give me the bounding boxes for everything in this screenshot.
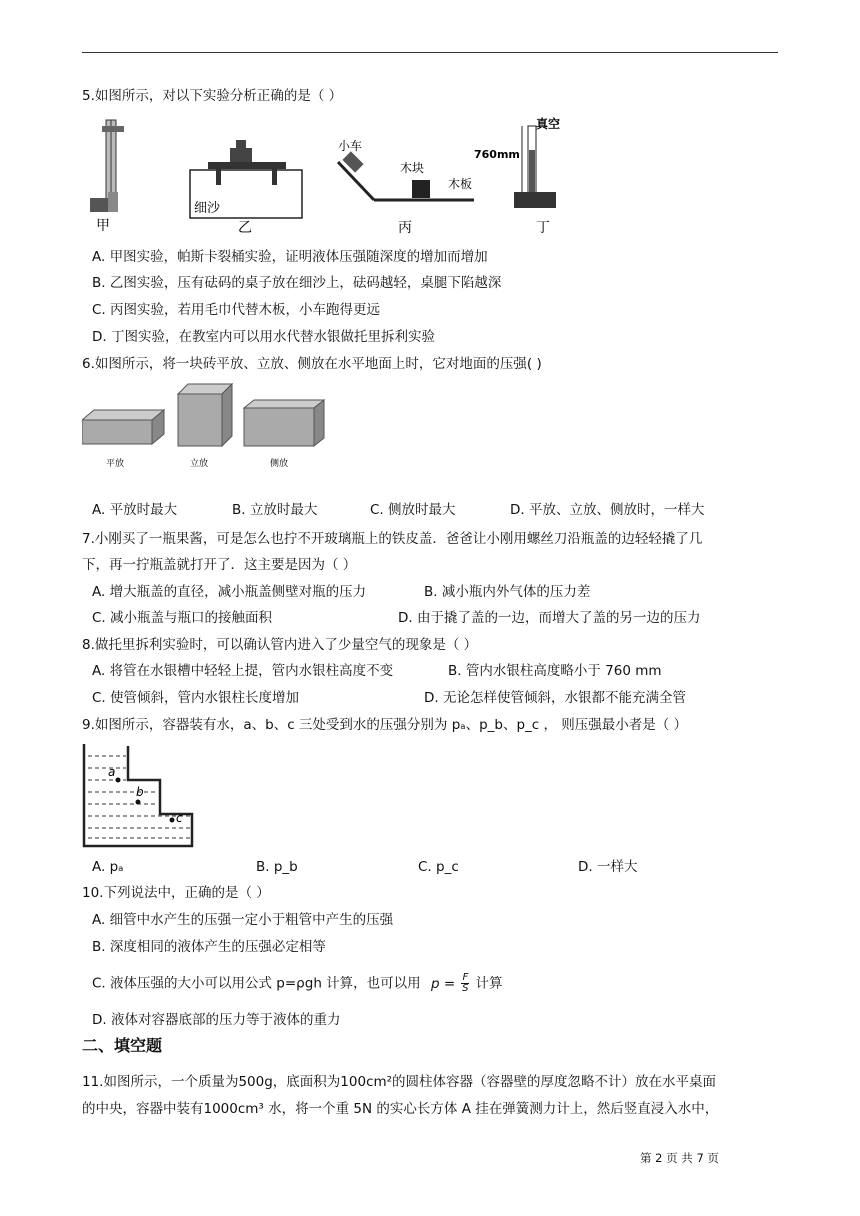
svg-text:甲: 甲 (96, 218, 110, 234)
q5-figure (82, 112, 582, 240)
brick-flat (82, 410, 164, 469)
page-footer: 第 2 页 共 7 页 (640, 1151, 719, 1165)
q6-option-c[interactable]: C. 侧放时最大 (370, 502, 456, 518)
svg-text:木板: 木板 (448, 177, 473, 191)
svg-text:立放: 立放 (190, 459, 209, 469)
formula-fraction (461, 973, 469, 994)
q5-option-b[interactable]: B. 乙图实验，压有砝码的桌子放在细沙上，砝码越轻，桌腿下陷越深 (92, 275, 502, 291)
q5-fig-jia (90, 120, 124, 234)
q7-stem-line2: 下，再一拧瓶盖就打开了．这主要是因为（ ） (82, 557, 357, 573)
formula-tail: 计算 (475, 975, 503, 992)
section-heading: 二、填空题 (82, 1036, 163, 1055)
q9-option-b[interactable]: B. p_b (256, 859, 298, 875)
svg-text:a: a (108, 765, 116, 779)
q9-option-c[interactable]: C. p_c (418, 859, 459, 875)
q10-option-b[interactable]: B. 深度相同的液体产生的压强必定相等 (92, 939, 326, 955)
formula-lhs: p = (430, 975, 456, 992)
q5-option-c[interactable]: C. 丙图实验，若用毛巾代替木板，小车跑得更远 (92, 302, 381, 318)
q5-option-d[interactable]: D. 丁图实验，在教室内可以用水代替水银做托里拆利实验 (92, 329, 435, 345)
svg-text:小车: 小车 (338, 139, 363, 153)
q8-option-b[interactable]: B. 管内水银柱高度略小于 760 mm (448, 663, 662, 679)
q6-figure (82, 380, 332, 472)
svg-text:b: b (136, 785, 144, 799)
q7-option-c[interactable]: C. 减小瓶盖与瓶口的接触面积 (92, 610, 273, 626)
svg-text:丁: 丁 (536, 220, 550, 236)
q11-line2: 的中央，容器中装有1000cm³ 水，将一个重 5N 的实心长方体 A 挂在弹簧测力计上，然后竖直浸入水中， (82, 1101, 719, 1117)
svg-text:丙: 丙 (398, 220, 412, 236)
svg-text:c: c (176, 811, 183, 825)
svg-text:木块: 木块 (400, 161, 425, 175)
q6-stem: 6.如图所示，将一块砖平放、立放、侧放在水平地面上时，它对地面的压强( ) (82, 356, 542, 372)
q8-option-c[interactable]: C. 使管倾斜，管内水银柱长度增加 (92, 690, 300, 706)
q10-option-d[interactable]: D. 液体对容器底部的压力等于液体的重力 (92, 1012, 341, 1028)
svg-text:平放: 平放 (106, 459, 125, 469)
svg-text:细沙: 细沙 (194, 201, 221, 216)
q7-stem-line1: 7.小刚买了一瓶果酱，可是怎么也拧不开玻璃瓶上的铁皮盖．爸爸让小刚用螺丝刀沿瓶盖的边轻轻撬了几 (82, 531, 703, 547)
q9-stem: 9.如图所示，容器装有水，a、b、c 三处受到水的压强分别为 pₐ、p_b、p_c ， 则压强最小者是（ ） (82, 717, 688, 733)
header-rule (82, 52, 778, 53)
q8-option-d[interactable]: D. 无论怎样使管倾斜，水银都不能充满全管 (424, 690, 686, 706)
q5-option-a[interactable]: A. 甲图实验，帕斯卡裂桶实验，证明液体压强随深度的增加而增加 (92, 249, 488, 265)
q7-option-a[interactable]: A. 增大瓶盖的直径，减小瓶盖侧壁对瓶的压力 (92, 584, 367, 600)
svg-text:760mm: 760mm (474, 148, 520, 161)
q9-option-d[interactable]: D. 一样大 (578, 859, 638, 875)
q10-option-a[interactable]: A. 细管中水产生的压强一定小于粗管中产生的压强 (92, 912, 394, 928)
q8-stem: 8.做托里拆利实验时，可以确认管内进入了少量空气的现象是（ ） (82, 637, 478, 653)
q11-line1: 11.如图所示，一个质量为500g，底面积为100cm²的圆柱体容器（容器壁的厚度忽略不计）放在水平桌面 (82, 1074, 717, 1090)
brick-side (244, 400, 324, 469)
q10-option-c[interactable] (92, 973, 503, 994)
svg-text:乙: 乙 (238, 220, 252, 236)
q7-option-d[interactable]: D. 由于撬了盖的一边，而增大了盖的另一边的压力 (398, 610, 701, 626)
q8-option-a[interactable]: A. 将管在水银槽中轻轻上提，管内水银柱高度不变 (92, 663, 394, 679)
q6-option-d[interactable]: D. 平放、立放、侧放时，一样大 (510, 502, 705, 518)
q9-figure (82, 742, 194, 848)
q5-fig-ding (474, 116, 560, 236)
q5-fig-bing (338, 139, 474, 236)
q6-option-a[interactable]: A. 平放时最大 (92, 502, 178, 518)
q7-option-b[interactable]: B. 减小瓶内外气体的压力差 (424, 584, 591, 600)
q6-option-b[interactable]: B. 立放时最大 (232, 502, 318, 518)
formula-denominator: S (462, 983, 469, 994)
formula-numerator: F (462, 972, 469, 983)
q5-fig-yi (190, 140, 302, 236)
q10-stem: 10.下列说法中，正确的是（ ） (82, 885, 270, 901)
svg-text:侧放: 侧放 (270, 459, 289, 469)
q5-stem: 5.如图所示，对以下实验分析正确的是（ ） (82, 88, 343, 104)
q10-option-c-text: C. 液体压强的大小可以用公式 p=ρgh 计算，也可以用 (92, 975, 421, 992)
brick-upright (178, 384, 232, 469)
q9-option-a[interactable]: A. pₐ (92, 859, 124, 875)
svg-text:真空: 真空 (536, 117, 561, 131)
